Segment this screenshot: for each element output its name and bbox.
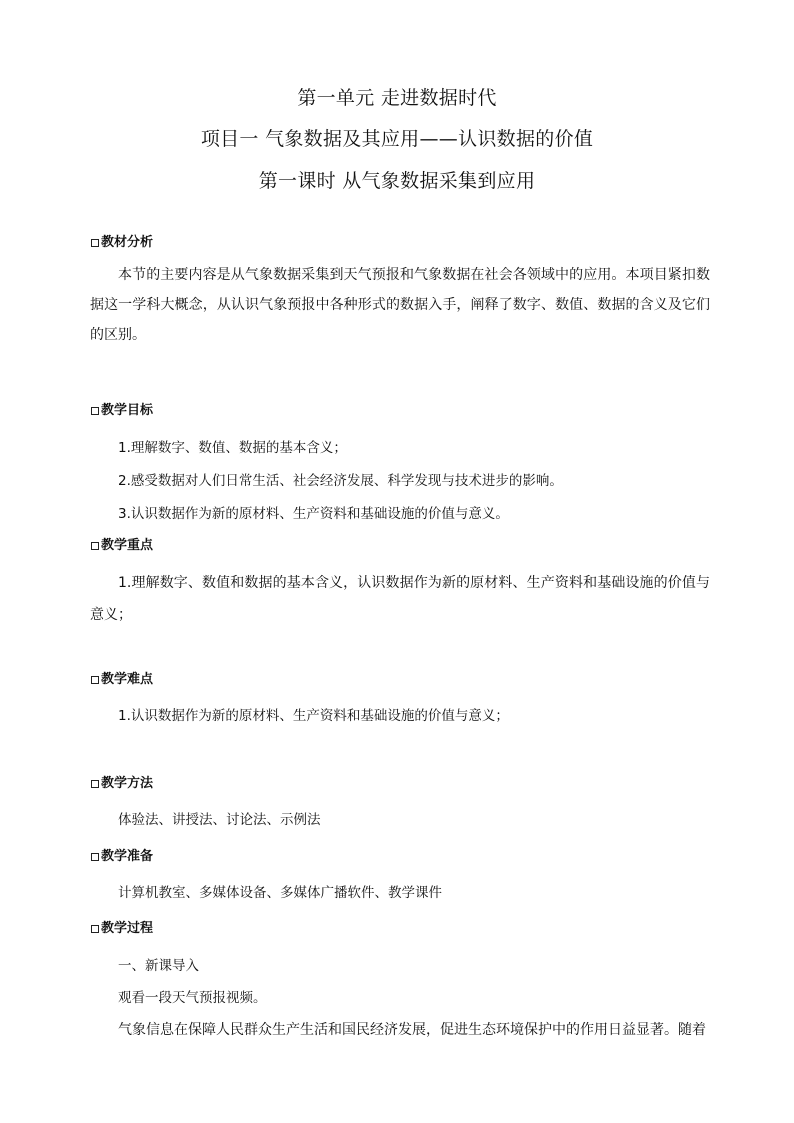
section-heading-label: 教学过程	[101, 921, 154, 936]
section-heading-label: 教学方法	[101, 776, 154, 791]
section-heading	[90, 671, 710, 689]
section-goals	[90, 402, 710, 531]
goal-item: 3.认识数据作为新的原材料、生产资料和基础设施的价值与意义。	[118, 506, 509, 522]
unit-title: 第一单元 走进数据时代	[297, 87, 497, 109]
section-heading-label: 教学难点	[101, 672, 154, 687]
section-preparation	[90, 848, 710, 908]
goal-item: 1.理解数字、数值、数据的基本含义；	[118, 440, 347, 456]
lesson-title: 第一课时 从气象数据采集到应用	[258, 170, 536, 192]
section-heading	[90, 848, 710, 866]
checkbox-icon	[91, 780, 99, 788]
checkbox-icon	[91, 676, 99, 684]
method-item: 体验法、讲授法、讨论法、示例法	[118, 812, 321, 828]
goal-item: 2.感受数据对人们日常生活、社会经济发展、科学发现与技术进步的影响。	[118, 473, 563, 489]
section-heading	[90, 234, 710, 252]
checkbox-icon	[91, 239, 99, 247]
process-paragraph: 气象信息在保障人民群众生产生活和国民经济发展，促进生态环境保护中的作用日益显著。随着	[118, 1022, 706, 1038]
process-item: 观看一段天气预报视频。	[118, 990, 267, 1006]
section-key-points	[90, 537, 710, 631]
checkbox-icon	[91, 925, 99, 933]
section-heading-label: 教材分析	[101, 235, 154, 250]
section-heading	[90, 402, 710, 420]
preparation-item: 计算机教室、多媒体设备、多媒体广播软件、教学课件	[118, 885, 442, 901]
section-heading	[90, 920, 710, 938]
checkbox-icon	[91, 853, 99, 861]
section-methods	[90, 775, 710, 835]
analysis-paragraph: 本节的主要内容是从气象数据采集到天气预报和气象数据在社会各领域中的应用。本项目紧扣数据这一学科大概念，从认识气象预报中各种形式的数据入手，阐释了数字、数值、数据的含义及它们的区别。	[90, 267, 710, 343]
checkbox-icon	[91, 542, 99, 550]
process-item: 一、新课导入	[118, 958, 199, 974]
section-heading	[90, 537, 710, 555]
section-heading-label: 教学目标	[101, 403, 154, 418]
project-title: 项目一 气象数据及其应用——认识数据的价值	[200, 128, 594, 150]
section-heading-label: 教学准备	[101, 849, 154, 864]
section-heading-label: 教学重点	[101, 538, 154, 553]
section-heading	[90, 775, 710, 793]
section-difficulties	[90, 671, 710, 731]
section-process	[90, 920, 710, 1046]
section-analysis	[90, 234, 710, 350]
difficulty-item: 1.认识数据作为新的原材料、生产资料和基础设施的价值与意义；	[118, 708, 509, 724]
checkbox-icon	[91, 407, 99, 415]
key-points-paragraph: 1.理解数字、数值和数据的基本含义，认识数据作为新的原材料、生产资料和基础设施的价值与意义；	[90, 575, 710, 623]
